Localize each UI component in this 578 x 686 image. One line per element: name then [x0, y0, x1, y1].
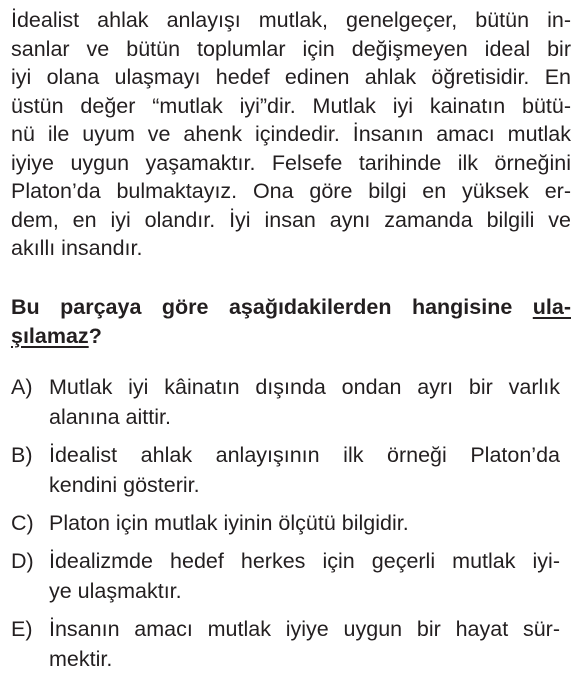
passage-line: iyiye uygun yaşamaktır. Felsefe tarihinde ilk örneğini — [11, 150, 571, 175]
passage-line: sanlar ve bütün toplumlar için değişmeyen ideal bir — [11, 36, 571, 61]
passage-line: İdealist ahlak anlayışı mutlak, genelgeçer, bütün in- — [11, 8, 571, 32]
option-a[interactable] — [11, 372, 571, 432]
option-line: Platon için mutlak iyinin ölçütü bilgidir. — [49, 511, 409, 535]
option-line: alanına aittir. — [49, 405, 171, 429]
question-underlined-part-2: şılamaz — [11, 324, 89, 348]
question-underlined-part-1: ula- — [532, 295, 571, 319]
option-line: İnsanın amacı mutlak iyiye uygun bir hayat sür- — [49, 617, 560, 641]
option-d[interactable] — [11, 546, 571, 606]
option-letter: A) — [11, 375, 33, 399]
option-letter: B) — [11, 443, 33, 467]
passage-line: üstün değer “mutlak iyi”dir. Mutlak iyi kainatın bütü- — [11, 93, 571, 118]
option-line: İdealist ahlak anlayışının ilk örneği Platon’da — [49, 443, 560, 467]
question-text: Bu parçaya göre aşağıdakilerden hangisine — [11, 295, 533, 319]
question-line-2 — [11, 322, 571, 351]
question-line-1 — [11, 293, 571, 322]
passage-line: akıllı insandır. — [11, 236, 143, 260]
answer-options — [11, 372, 571, 674]
option-c[interactable] — [11, 508, 571, 538]
option-letter: E) — [11, 617, 33, 641]
option-line: Mutlak iyi kâinatın dışında ondan ayrı bir varlık — [49, 375, 560, 399]
option-b[interactable] — [11, 440, 571, 500]
passage-line: nü ile uyum ve ahenk içindedir. İnsanın amacı mutlak — [11, 122, 571, 146]
option-text — [49, 372, 560, 432]
option-line: mektir. — [49, 647, 113, 671]
option-text — [49, 546, 560, 606]
option-text — [49, 508, 560, 538]
question-stem — [11, 293, 571, 351]
question-passage — [11, 6, 571, 263]
option-e[interactable] — [11, 614, 571, 674]
passage-line: iyi olana ulaşmayı hedef edinen ahlak öğretisidir. En — [11, 65, 571, 89]
passage-line: Platon’da bulmaktayız. Ona göre bilgi en yüksek er- — [11, 179, 571, 203]
option-line: kendini gösterir. — [49, 473, 200, 497]
option-text — [49, 440, 560, 500]
question-end-mark: ? — [88, 324, 102, 348]
passage-line: dem, en iyi olandır. İyi insan aynı zamanda bilgili ve — [11, 207, 571, 232]
option-line: ye ulaşmaktır. — [49, 579, 182, 603]
option-line: İdealizmde hedef herkes için geçerli mutlak iyi- — [49, 549, 560, 573]
option-text — [49, 614, 560, 674]
option-letter: C) — [11, 511, 34, 535]
option-letter: D) — [11, 549, 34, 573]
